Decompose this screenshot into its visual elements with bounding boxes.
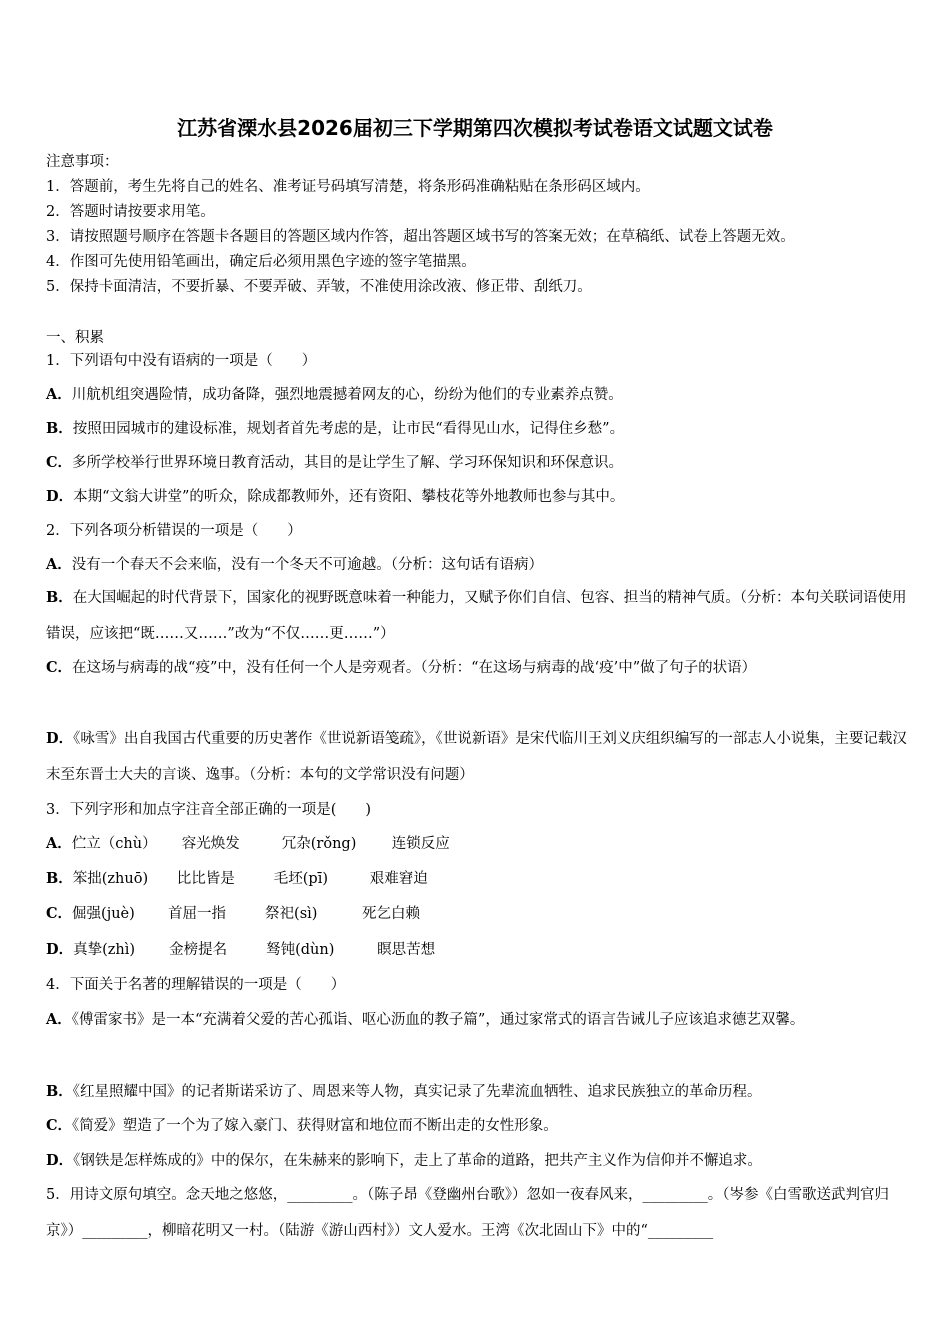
question-number: 5． (46, 1187, 70, 1203)
question-3-option-d (46, 940, 435, 960)
option-word: 笨拙(zhuō) (72, 871, 149, 887)
question-2-option-b (46, 580, 908, 652)
question-2-option-a (46, 555, 543, 575)
option-word: 毛坯(pī) (273, 871, 328, 887)
option-text: 没有一个春天不会来临，没有一个冬天不可逾越。（分析：这句话有语病） (71, 557, 544, 573)
notice-item: 2．答题时请按要求用笔。 (46, 204, 215, 220)
section-heading: 一、积累 (46, 330, 104, 346)
question-1-option-d (46, 487, 624, 507)
option-word: 驽钝(dùn) (266, 942, 335, 958)
question-text: 下面关于名著的理解错误的一项是（ ） (69, 977, 346, 993)
notice-item: 1．答题前，考生先将自己的姓名、准考证号码填写清楚，将条形码准确粘贴在条形码区域内。 (46, 179, 650, 195)
option-letter: A． (46, 1011, 72, 1028)
question-3-option-c (46, 904, 420, 924)
option-letter: C． (46, 454, 73, 471)
option-word: 真挚(zhì) (73, 942, 136, 958)
question-3-option-a (46, 834, 450, 854)
question-4-option-a (46, 1002, 908, 1038)
question-1-option-c (46, 453, 623, 473)
option-letter: B． (46, 589, 73, 606)
question-number: 4． (46, 977, 70, 993)
question-2-option-c (46, 650, 908, 686)
option-word: 伫立（chù） (71, 836, 157, 852)
notice-item: 3．请按照题号顺序在答题卡各题目的答题区域内作答，超出答题区域书写的答案无效；在草稿纸、试卷上答题无效。 (46, 229, 795, 245)
question-4-stem (46, 975, 345, 995)
option-word: 比比皆是 (176, 871, 235, 887)
question-4-option-b (46, 1082, 762, 1102)
option-letter: D． (46, 730, 74, 747)
option-text: 《简爱》塑造了一个为了嫁入豪门、获得财富和地位而不断出走的女性形象。 (72, 1118, 558, 1134)
question-text: 下列字形和加点字注音全部正确的一项是( ) (69, 802, 372, 818)
option-letter: D． (46, 1152, 74, 1169)
option-text: 《钢铁是怎样炼成的》中的保尔，在朱赫来的影响下，走上了革命的道路，把共产主义作为信仰并不懈追求。 (73, 1153, 762, 1169)
option-letter: B． (46, 1083, 73, 1100)
option-letter: D． (46, 488, 74, 505)
option-word: 容光焕发 (181, 836, 240, 852)
option-text: 《红星照耀中国》的记者斯诺采访了、周恩来等人物，真实记录了先辈流血牺牲、追求民族独立的革命历程。 (72, 1084, 762, 1100)
notice-heading: 注意事项： (46, 154, 119, 170)
option-word: 瞑思苦想 (377, 942, 436, 958)
option-letter: B． (46, 420, 73, 437)
option-text: 在大国崛起的时代背景下，国家化的视野既意味着一种能力，又赋予你们自信、包容、担当的精神气质。（分析：本句关联词语使用错误，应该把“既……又……”改为“不仅……更……”） (46, 590, 907, 642)
question-1-option-a (46, 385, 623, 405)
option-text: 多所学校举行世界环境日教育活动，其目的是让学生了解、学习环保知识和环保意识。 (72, 455, 624, 471)
question-1-stem (46, 351, 316, 371)
option-letter: B． (46, 870, 73, 887)
option-text: 《咏雪》出自我国古代重要的历史著作《世说新语笺疏》，《世说新语》是宋代临川王刘义庆组织编写的一部志人小说集，主要记载汉末至东晋士大夫的言谈、逸事。（分析：本句的文学常识没有问题） (46, 731, 907, 783)
option-word: 首屈一指 (168, 906, 227, 922)
question-5 (46, 1177, 908, 1249)
notice-item: 4．作图可先使用铅笔画出，确定后必须用黑色字迹的签字笔描黑。 (46, 254, 476, 270)
option-letter: A． (46, 835, 72, 852)
notice-item: 5．保持卡面清洁，不要折暴、不要弄破、弄皱，不准使用涂改液、修正带、刮纸刀。 (46, 279, 592, 295)
option-letter: C． (46, 659, 73, 676)
option-word: 艰难窘迫 (369, 871, 428, 887)
question-3-option-b (46, 869, 428, 889)
question-text: 下列各项分析错误的一项是（ ） (69, 523, 302, 539)
page-title: 江苏省溧水县2026届初三下学期第四次模拟考试卷语文试题文试卷 (177, 116, 773, 140)
option-letter: A． (46, 556, 72, 573)
option-letter: D． (46, 941, 74, 958)
option-text: 川航机组突遇险情，成功备降，强烈地震撼着网友的心，纷纷为他们的专业素养点赞。 (71, 387, 623, 403)
option-text: 在这场与病毒的战“疫”中，没有任何一个人是旁观者。（分析：“在这场与病毒的战‘疫’中”做了句子的状语） (72, 660, 757, 676)
option-letter: A． (46, 386, 72, 403)
option-text: 《傅雷家书》是一本“充满着父爱的苦心孤诣、呕心沥血的教子篇”，通过家常式的语言告诫儿子应该追求德艺双馨。 (71, 1012, 805, 1028)
question-number: 3． (46, 802, 70, 818)
question-text: 下列语句中没有语病的一项是（ ） (69, 353, 317, 369)
option-letter: C． (46, 905, 73, 922)
question-2-stem (46, 521, 302, 541)
question-2-option-d (46, 721, 908, 793)
option-word: 冗杂(rǒng) (281, 836, 357, 852)
option-word: 金榜提名 (169, 942, 228, 958)
option-text: 按照田园城市的建设标准，规划者首先考虑的是，让市民“看得见山水，记得住乡愁”。 (72, 421, 625, 437)
question-number: 1． (46, 353, 70, 369)
question-number: 2． (46, 523, 70, 539)
option-word: 倔强(juè) (72, 906, 135, 922)
option-word: 连锁反应 (391, 836, 450, 852)
option-word: 祭祀(sì) (265, 906, 318, 922)
option-word: 死乞白赖 (362, 906, 421, 922)
question-text: 用诗文原句填空。念天地之悠悠，_________。（陈子昂《登幽州台歌》）忽如一夜春风来，_________。（岑参《白雪歌送武判官归京》）_________，柳暗花明又一村。（陆游《游山西村》）文人爱水。王湾《次北固山下》中的“_________ (46, 1187, 889, 1239)
question-3-stem (46, 800, 371, 820)
question-4-option-d (46, 1151, 762, 1171)
option-text: 本期“文翁大讲堂”的听众，除成都教师外，还有资阳、攀枝花等外地教师也参与其中。 (73, 489, 625, 505)
question-1-option-b (46, 419, 624, 439)
question-4-option-c (46, 1116, 558, 1136)
option-letter: C． (46, 1117, 73, 1134)
